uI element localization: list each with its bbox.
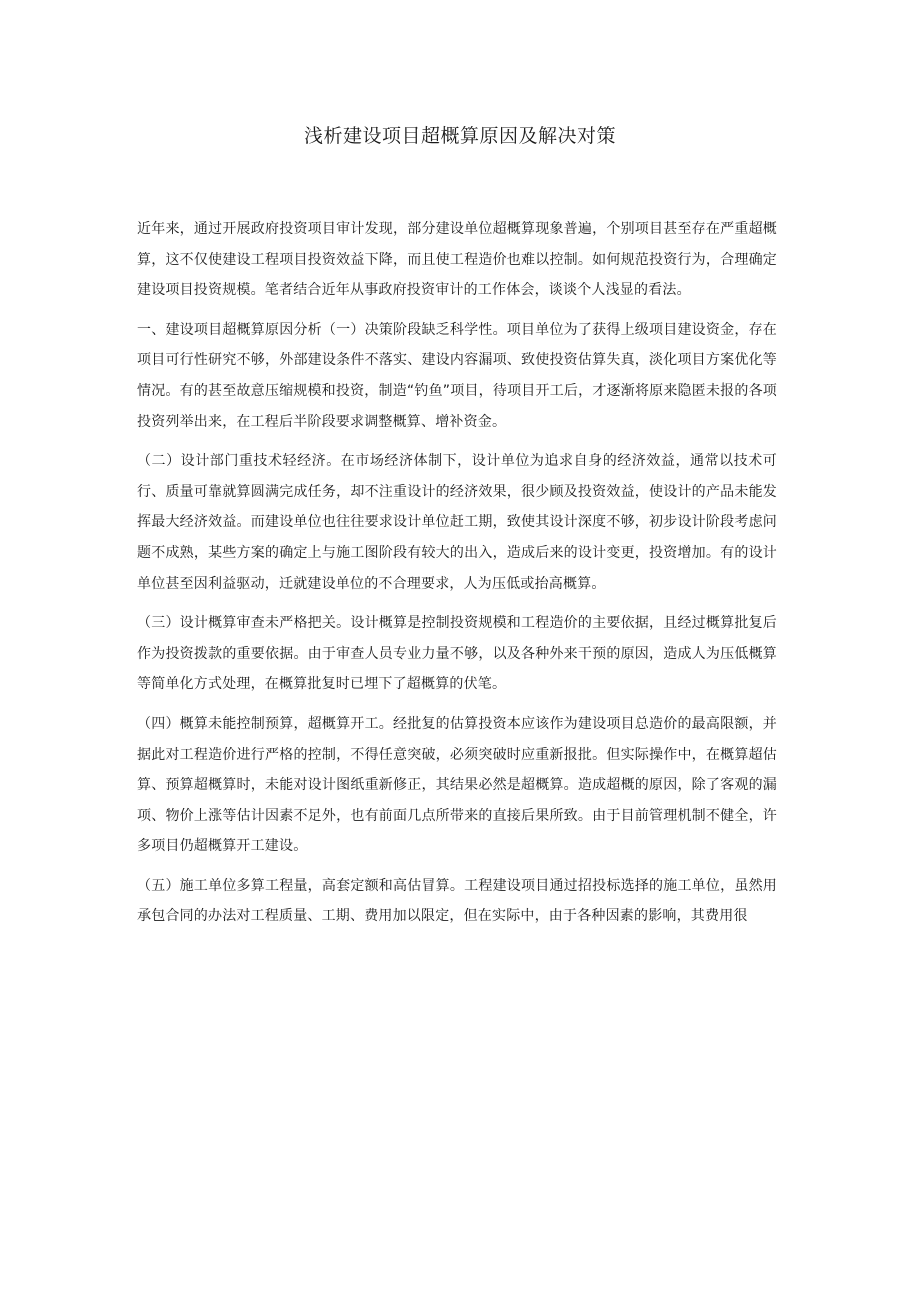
paragraph-section-1: 一、建设项目超概算原因分析（一）决策阶段缺乏科学性。项目单位为了获得上级项目建设资金，存在项目可行性研究不够，外部建设条件不落实、建设内容漏项、致使投资估算失真，淡化项目方案优化等情况。有的甚至故意压缩规模和投资，制造“钓鱼”项目，待项目开工后，才逐渐将原来隐匿未报的各项投资列举出来，在工程后半阶段要求调整概算、增补资金。 [137, 321, 777, 430]
document-title: 浅析建设项目超概算原因及解决对策 [303, 125, 616, 147]
paragraph-section-3: （三）设计概算审查未严格把关。设计概算是控制投资规模和工程造价的主要依据，且经过概算批复后作为投资拨款的重要依据。由于审查人员专业力量不够，以及各种外来干预的原因，造成人为压低概算等简单化方式处理，在概算批复时已埋下了超概算的伏笔。 [137, 615, 777, 693]
paragraph-section-5: （五）施工单位多算工程量，高套定额和高估冒算。工程建设项目通过招投标选择的施工单位，虽然用承包合同的办法对工程质量、工期、费用加以限定，但在实际中，由于各种因素的影响，其费用很 [137, 877, 777, 925]
paragraph-section-2: （二）设计部门重技术轻经济。在市场经济体制下，设计单位为追求自身的经济效益，通常以技术可行、质量可靠就算圆满完成任务，却不注重设计的经济效果，很少顾及投资效益，使设计的产品未能发挥最大经济效益。而建设单位也往往要求设计单位赶工期，致使其设计深度不够，初步设计阶段考虑问题不成熟，某些方案的确定上与施工图阶段有较大的出入，造成后来的设计变更，投资增加。有的设计单位甚至因利益驱动，迁就建设单位的不合理要求，人为压低或抬高概算。 [137, 453, 777, 592]
paragraph-intro: 近年来，通过开展政府投资项目审计发现，部分建设单位超概算现象普遍，个别项目甚至存在严重超概算，这不仅使建设工程项目投资效益下降，而且使工程造价也难以控制。如何规范投资行为，合理确定建设项目投资规模。笔者结合近年从事政府投资审计的工作体会，谈谈个人浅显的看法。 [137, 221, 777, 299]
paragraph-section-4: （四）概算未能控制预算，超概算开工。经批复的估算投资本应该作为建设项目总造价的最高限额，并据此对工程造价进行严格的控制，不得任意突破，必须突破时应重新报批。但实际操作中，在概算超估算、预算超概算时，未能对设计图纸重新修正，其结果必然是超概算。造成超概的原因，除了客观的漏项、物价上涨等估计因素不足外，也有前面几点所带来的直接后果所致。由于目前管理机制不健全，许多项目仍超概算开工建设。 [137, 715, 777, 855]
document-body [137, 214, 777, 941]
